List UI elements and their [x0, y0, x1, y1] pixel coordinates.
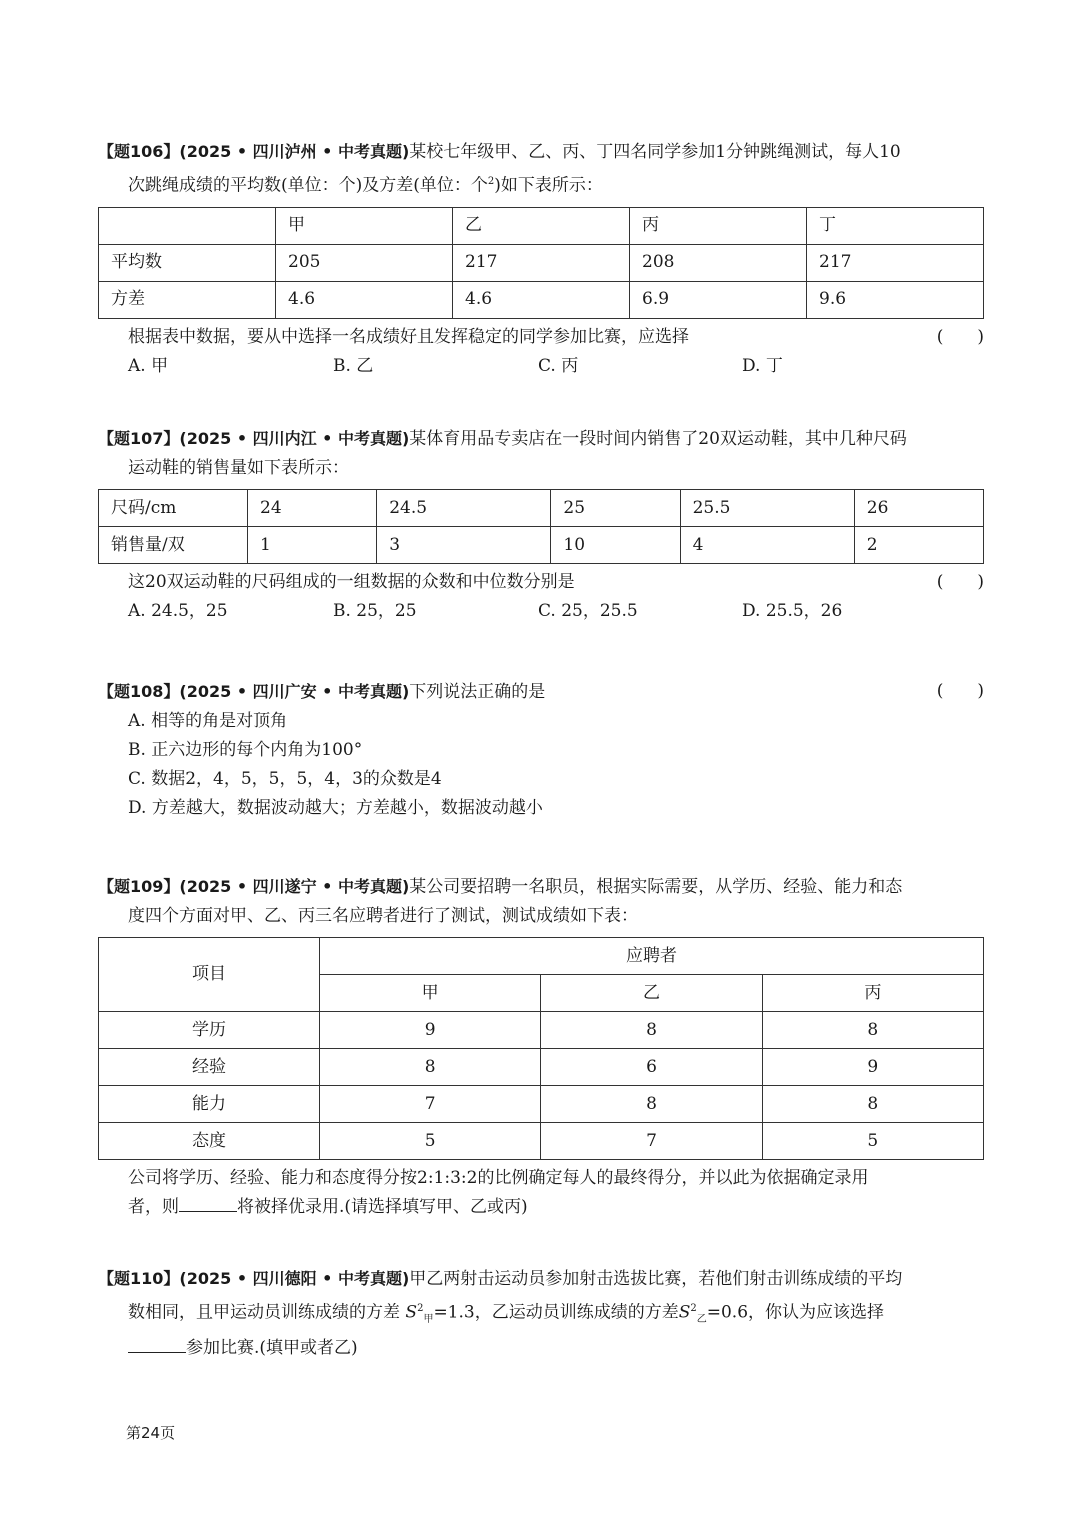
- q109-stem: 【题109】(2025 • 四川遂宁 • 中考真题)某公司要招聘一名职员，根据实际需要，从学历、经验、能力和态 度四个方面对甲、乙、丙三名应聘者进行了测试，测试成绩如下表：: [98, 877, 903, 926]
- choice-c: C. 25，25.5: [538, 601, 638, 621]
- q109-table: [98, 937, 984, 1160]
- q106-tag: 【题106】(2025 • 四川泸州 • 中考真题): [98, 142, 410, 161]
- table-row: 甲 乙 丙 丁: [99, 207, 984, 244]
- table-row: 经验 8 6 9: [99, 1049, 984, 1086]
- question-110: [98, 1264, 984, 1363]
- q108-stem: 【题108】(2025 • 四川广安 • 中考真题)下列说法正确的是 ( ): [98, 677, 984, 707]
- table-row: 平均数 205 217 208 217: [99, 244, 984, 281]
- choice-a: A. 甲: [128, 355, 169, 376]
- question-107: [98, 424, 984, 627]
- q110-stem: 【题110】(2025 • 四川德阳 • 中考真题)甲乙两射击运动员参加射击选拔比赛，若他们射击训练成绩的平均 数相同，且甲运动员训练成绩的方差 $S^2_甲=1.3$，乙运动员训练成绩的方差$S^2_乙=0.6$，你认为应该选择 参加比赛.(填甲或者乙): [98, 1269, 903, 1359]
- answer-paren: ( ): [936, 681, 984, 701]
- answer-paren: ( ): [936, 326, 984, 347]
- table-row: 态度 5 7 5: [99, 1123, 984, 1160]
- q106-choices: [98, 352, 984, 382]
- q107-choices: [98, 597, 984, 627]
- option-b: B. 正六边形的每个内角为100°: [128, 740, 363, 760]
- table-row: 销售量/双 1 3 10 4 2: [99, 527, 984, 564]
- q107-tag: 【题107】(2025 • 四川内江 • 中考真题): [98, 429, 410, 448]
- option-c: C. 数据2，4，5，5，5，4，3的众数是4: [128, 769, 442, 789]
- answer-paren: ( ): [936, 572, 984, 592]
- answer-blank[interactable]: [179, 1193, 237, 1212]
- q107-stem: 【题107】(2025 • 四川内江 • 中考真题)某体育用品专卖店在一段时间内销售了20双运动鞋，其中几种尺码 运动鞋的销售量如下表所示：: [98, 429, 907, 478]
- choice-d: D. 丁: [742, 355, 783, 376]
- choice-a: A. 24.5，25: [128, 601, 228, 621]
- q107-question: 这20双运动鞋的尺码组成的一组数据的众数和中位数分别是 ( ): [98, 568, 984, 597]
- answer-blank[interactable]: [128, 1334, 186, 1353]
- question-106: [98, 137, 984, 382]
- q108-tag: 【题108】(2025 • 四川广安 • 中考真题): [98, 682, 410, 701]
- page-number: 第24页: [126, 1424, 176, 1442]
- choice-b: B. 乙: [333, 355, 374, 376]
- question-109: [98, 872, 984, 1222]
- q110-tag: 【题110】(2025 • 四川德阳 • 中考真题): [98, 1269, 410, 1288]
- q107-table: [98, 489, 984, 564]
- table-row: 甲 乙 丙: [99, 975, 984, 1012]
- table-row: 能力 7 8 8: [99, 1086, 984, 1123]
- table-row: 学历 9 8 8: [99, 1012, 984, 1049]
- table-row: 项目 应聘者: [99, 938, 984, 975]
- q109-tag: 【题109】(2025 • 四川遂宁 • 中考真题): [98, 877, 410, 896]
- q109-text: 公司将学历、经验、能力和态度得分按2:1:3:2的比例确定每人的最终得分，并以此为依据确定录用 者，则 将被择优录用.(请选择填写甲、乙或丙): [128, 1168, 869, 1217]
- q106-table: [98, 207, 984, 319]
- option-d: D. 方差越大，数据波动越大；方差越小，数据波动越小: [128, 798, 543, 818]
- option-a: A. 相等的角是对顶角: [128, 711, 288, 731]
- table-row: 尺码/cm 24 24.5 25 25.5 26: [99, 490, 984, 527]
- question-108: [98, 677, 984, 823]
- table-row: 方差 4.6 4.6 6.9 9.6: [99, 281, 984, 318]
- choice-d: D. 25.5，26: [742, 601, 843, 621]
- q106-question: 根据表中数据，要从中选择一名成绩好且发挥稳定的同学参加比赛，应选择 ( ): [98, 323, 984, 352]
- choice-c: C. 丙: [538, 355, 579, 376]
- choice-b: B. 25，25: [333, 601, 417, 621]
- q106-stem: 【题106】(2025 • 四川泸州 • 中考真题)某校七年级甲、乙、丙、丁四名同学参加1分钟跳绳测试，每人10 次跳绳成绩的平均数(单位：个)及方差(单位：个$^2$)如下表所示：: [98, 142, 901, 196]
